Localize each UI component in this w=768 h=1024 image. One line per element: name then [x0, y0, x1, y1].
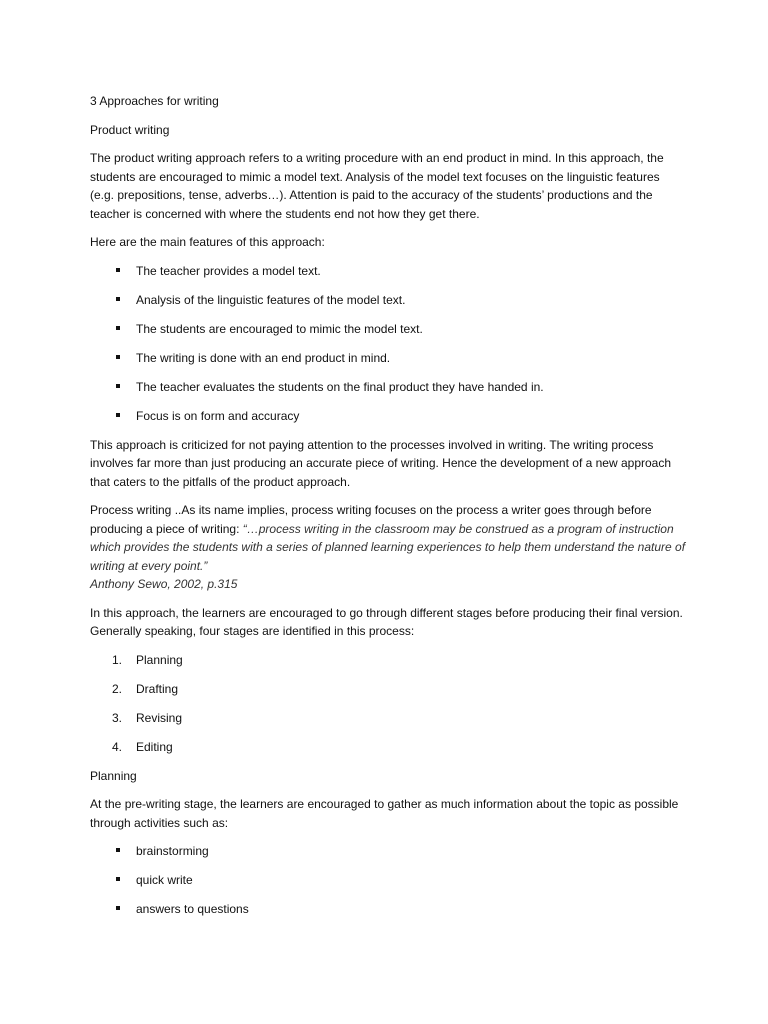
list-item: The writing is done with an end product in mind.: [90, 349, 686, 368]
list-item: Focus is on form and accuracy: [90, 407, 686, 426]
list-item: quick write: [90, 871, 686, 890]
product-intro-paragraph: The product writing approach refers to a writing procedure with an end product in mind. In this approach, the students are encouraged to mimic a model text. Analysis of the model text focuses on the linguistic features (e.g. prepositions, tense, adverbs…). Attention is paid to the accuracy of the students’ productions and the teacher is concerned with where the students end not how they get there.: [90, 151, 664, 221]
document-title: 3 Approaches for writing: [90, 94, 219, 108]
list-item: Analysis of the linguistic features of the model text.: [90, 291, 686, 310]
list-item: The teacher evaluates the students on the final product they have handed in.: [90, 378, 686, 397]
stages-intro-paragraph: In this approach, the learners are encouraged to go through different stages before producing their final version. Generally speaking, four stages are identified in this process:: [90, 605, 683, 638]
document-page: [90, 92, 686, 929]
planning-paragraph: At the pre-writing stage, the learners are encouraged to gather as much information about the topic as possible through activities such as:: [90, 797, 679, 830]
process-quote: “…process writing in the classroom may be construed as a program of instruction which provides the students with a series of planned learning experiences to help them understand the nature of writing at every point.”: [90, 521, 686, 573]
list-item: 2. Drafting: [112, 681, 179, 696]
list-item: 4. Editing: [112, 739, 173, 754]
bullet-icon: [116, 384, 120, 388]
bullet-icon: [116, 297, 120, 301]
criticism-paragraph: This approach is criticized for not paying attention to the processes involved in writing. The writing process involves far more than just producing an accurate piece of writing. Hence the development of a new approach that caters to the pitfalls of the product approach.: [90, 437, 672, 489]
stages-list: [90, 651, 686, 757]
process-writing-paragraph: [90, 501, 686, 594]
list-item: answers to questions: [90, 900, 686, 919]
activities-list: [90, 842, 686, 919]
bullet-icon: [116, 906, 120, 910]
quote-citation: Anthony Sewo, 2002, p.315: [90, 577, 238, 591]
features-list: [90, 262, 686, 426]
list-item: The teacher provides a model text.: [90, 262, 686, 281]
bullet-icon: [116, 268, 120, 272]
process-writing-text: As its name implies, process writing focuses on the process a writer goes through before producing a piece of writing:: [90, 503, 652, 536]
list-item: 1. Planning: [112, 652, 183, 667]
process-writing-lead: Process writing ..: [90, 503, 182, 517]
bullet-icon: [116, 326, 120, 330]
list-item: brainstorming: [90, 842, 686, 861]
planning-heading: Planning: [90, 768, 137, 783]
bullet-icon: [116, 848, 120, 852]
list-item: The students are encouraged to mimic the model text.: [90, 320, 686, 339]
bullet-icon: [116, 413, 120, 417]
bullet-icon: [116, 877, 120, 881]
list-item: 3. Revising: [112, 710, 183, 725]
product-writing-heading: Product writing: [90, 122, 170, 137]
bullet-icon: [116, 355, 120, 359]
features-intro: Here are the main features of this approach:: [90, 235, 325, 249]
